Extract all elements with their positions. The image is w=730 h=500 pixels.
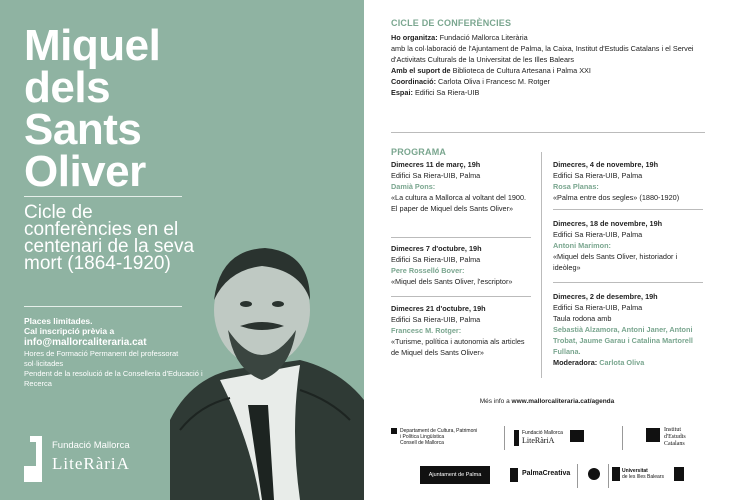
cycle-heading: CICLE DE CONFERÈNCIES: [391, 18, 512, 28]
event-date: Dimecres, 4 de novembre, 19h: [553, 160, 659, 169]
sponsor-uib-line-2: de les Illes Balears: [622, 474, 664, 480]
sponsor-separator: [504, 426, 505, 450]
logo-line-2: LiteRàriA: [52, 454, 130, 473]
event-title: «La cultura a Mallorca al voltant del 1900. El paper de Miquel dels Sants Oliver»: [391, 193, 527, 213]
event-divider: [391, 237, 531, 238]
event-divider: [553, 209, 703, 210]
caixa-icon: [588, 468, 600, 480]
sponsor-uib-line-1: Universitat: [622, 468, 648, 474]
title-line-1: Miquel: [24, 21, 161, 70]
consell-icon: [391, 428, 397, 434]
more-info: [364, 398, 730, 405]
event-date: Dimecres, 2 de desembre, 19h: [553, 292, 658, 301]
event-title: «Miquel dels Sants Oliver, historiador i ideòleg»: [553, 252, 678, 272]
event-speaker: Rosa Planas:: [553, 182, 599, 191]
sponsor-fml: [522, 430, 572, 445]
sponsor-ajuntament: Ajuntament de Palma: [420, 466, 490, 484]
sponsor-iec: [664, 427, 714, 448]
sponsor-uib: [622, 468, 682, 480]
sponsor-dept-line-1: Departament de Cultura, Patrimoni: [400, 428, 478, 434]
event-title: «Miquel dels Sants Oliver, l'escriptor»: [391, 277, 513, 286]
event-place: Edifici Sa Riera-UIB, Palma: [553, 230, 643, 239]
event-6: [553, 291, 703, 368]
event-2: [391, 243, 531, 287]
event-divider: [553, 282, 703, 283]
coord-label: Coordinació:: [391, 77, 436, 86]
sponsor-fml-line-1: Fundació Mallorca: [522, 430, 563, 436]
event-place: Edifici Sa Riera-UIB, Palma: [553, 303, 643, 312]
sponsor-fml-line-2: LiteRàriA: [522, 436, 555, 445]
fundacio-icon: [570, 430, 584, 442]
fml-icon: [514, 430, 519, 446]
title-line-4: Oliver: [24, 147, 146, 196]
event-date: Dimecres, 18 de novembre, 19h: [553, 219, 663, 228]
event-note: Taula rodona amb: [553, 314, 612, 323]
event-date: Dimecres 11 de març, 19h: [391, 160, 481, 169]
event-place: Edifici Sa Riera-UIB, Palma: [391, 255, 481, 264]
event-place: Edifici Sa Riera-UIB, Palma: [391, 171, 481, 180]
moderator: Carlota Oliva: [599, 358, 645, 367]
palma-creativa-icon: [510, 468, 518, 482]
event-place: Edifici Sa Riera-UIB, Palma: [391, 315, 481, 324]
portrait-illustration: [150, 230, 364, 500]
support-label: Amb el suport de: [391, 66, 451, 75]
more-info-link[interactable]: www.mallorcaliteraria.cat/agenda: [511, 398, 615, 405]
support: Biblioteca de Cultura Artesana i Palma XXI: [452, 66, 591, 75]
inscription-text: Cal inscripció prèvia a: [24, 326, 115, 336]
right-panel: [364, 0, 730, 500]
sponsor-separator: [577, 464, 578, 488]
fml-logo-mark: [24, 436, 44, 482]
sponsor-dept: [400, 428, 500, 446]
event-date: Dimecres 21 d'octubre, 19h: [391, 304, 486, 313]
uib-icon: [612, 467, 620, 481]
more-info-prefix: Més info a: [479, 398, 510, 405]
event-divider: [391, 296, 531, 297]
sponsor-separator: [622, 426, 623, 450]
event-speaker: Pere Rosselló Bover:: [391, 266, 465, 275]
coordination: Carlota Oliva i Francesc M. Rotger: [438, 77, 550, 86]
event-title: «Turisme, política i autonomia als articles de Miquel dels Sants Oliver»: [391, 337, 525, 357]
organization-block: [391, 32, 723, 98]
sponsor-separator: [608, 464, 609, 488]
event-1: [391, 159, 531, 214]
sponsor-iec-line-1: Institut: [664, 427, 682, 433]
event-date: Dimecres 7 d'octubre, 19h: [391, 244, 482, 253]
organizer-label: Ho organitza:: [391, 33, 438, 42]
event-5: [553, 218, 703, 273]
section-divider: [391, 132, 705, 133]
left-panel: [0, 0, 364, 500]
title-line-3: Sants: [24, 105, 142, 154]
space: Edifici Sa Riera-UIB: [414, 88, 480, 97]
title-line-2: dels: [24, 63, 111, 112]
organizer: Fundació Mallorca Literària: [439, 33, 528, 42]
column-divider: [541, 152, 542, 378]
subtitle: Cicle de conferències en el centenari de la seva mort (1864-1920): [24, 202, 195, 274]
collaboration-text: amb la col·laboració de l'Ajuntament de Palma, la Caixa, Institut d'Estudis Catalans i el Servei d'Activitats Culturals de la Universitat de les Illes Balears: [391, 44, 694, 64]
space-label: Espai:: [391, 88, 413, 97]
sponsor-dept-line-3: Consell de Mallorca: [400, 440, 444, 446]
event-4: [553, 159, 703, 203]
sponsor-iec-line-3: Catalans: [664, 441, 685, 447]
event-3: [391, 303, 531, 358]
sponsor-dept-line-2: i Política Lingüística: [400, 434, 445, 440]
programa-heading: PROGRAMA: [391, 147, 447, 157]
event-speaker: Damià Pons:: [391, 182, 436, 191]
iec-icon: [646, 428, 660, 442]
event-speaker: Francesc M. Rotger:: [391, 326, 462, 335]
sponsor-iec-line-2: d'Estudis: [664, 434, 686, 440]
event-title: «Palma entre dos segles» (1880-1920): [553, 193, 680, 202]
event-speakers: Sebastià Alzamora, Antoni Janer, Antoni Trobat, Jaume Garau i Catalina Martorell Fullana.: [553, 325, 693, 356]
divider: [24, 196, 182, 197]
moderator-label: Moderadora:: [553, 358, 598, 367]
event-place: Edifici Sa Riera-UIB, Palma: [553, 171, 643, 180]
training-text: Hores de Formació Permanent del professorat sol·licitades: [24, 349, 179, 368]
places-text: Places limitades.: [24, 316, 93, 326]
sponsor-palma: PalmaCreativa: [522, 470, 571, 477]
pending-text: Pendent de la resolució de la Conselleria d'Educació i Recerca: [24, 369, 203, 388]
logo-line-1: Fundació Mallorca: [52, 440, 130, 451]
email-link[interactable]: info@mallorcaliteraria.cat: [24, 337, 147, 348]
event-speaker: Antoni Marimon:: [553, 241, 611, 250]
seal-icon: [674, 467, 684, 481]
